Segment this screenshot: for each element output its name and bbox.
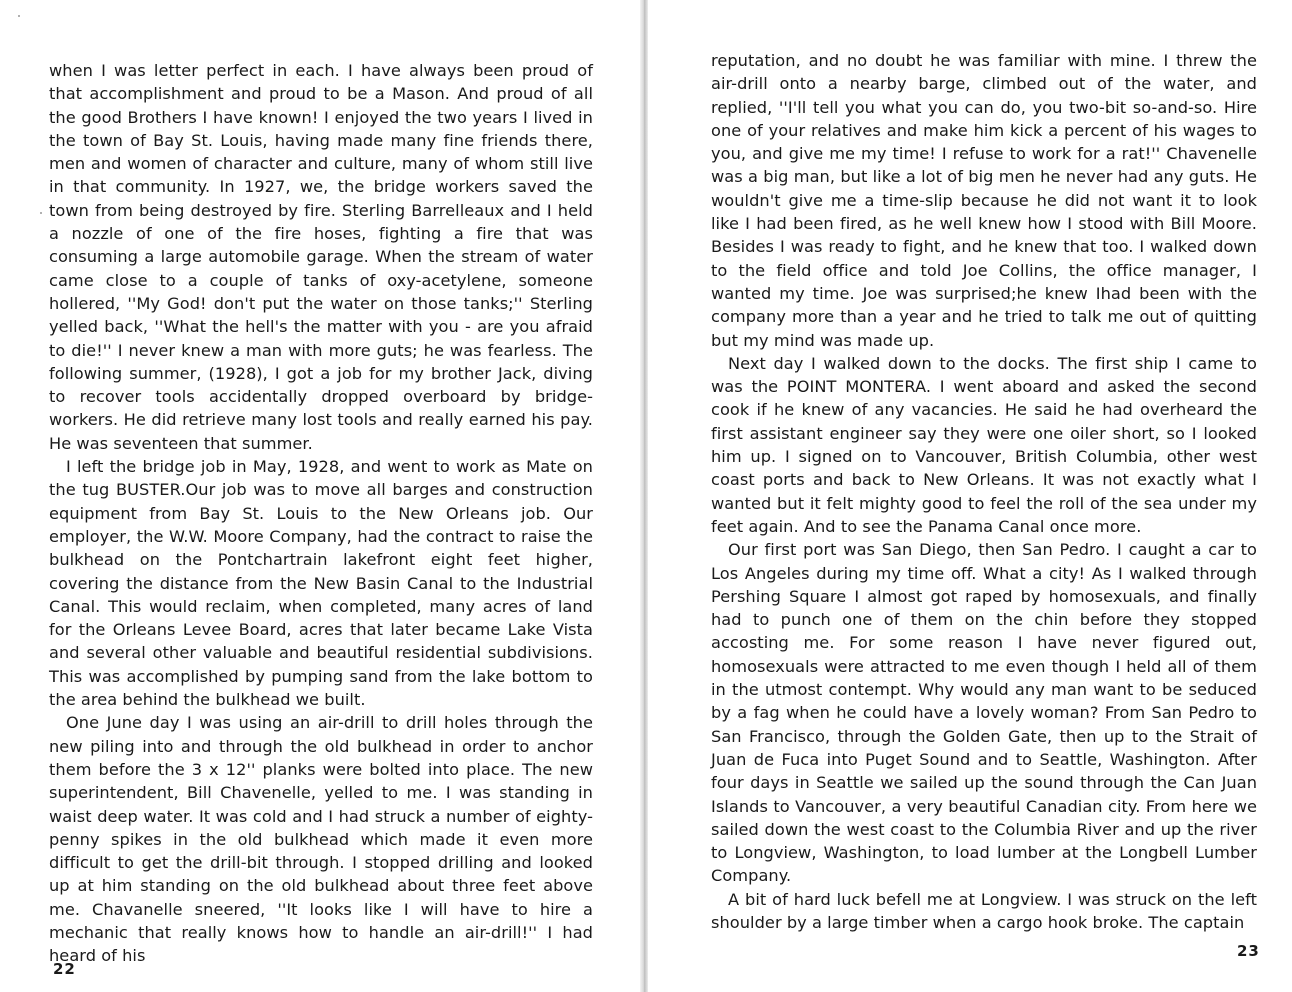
right-page xyxy=(648,0,1292,992)
right-page-body xyxy=(711,49,1257,934)
left-page xyxy=(0,0,640,992)
right-page-number: 23 xyxy=(1237,942,1260,960)
paper-speck xyxy=(18,15,20,17)
paper-speck xyxy=(40,212,42,214)
right-paragraph-4: A bit of hard luck befell me at Longview. I was struck on the left shoulder by a large timber when a cargo hook broke. The captain xyxy=(711,889,1257,932)
left-page-number: 22 xyxy=(53,960,76,978)
left-paragraph-3: One June day I was using an air-drill to drill holes through the new piling into and through the old bulkhead in order to anchor them before the 3 x 12'' planks were bolted into place. The new superintendent, Bill Chavenelle, yelled to me. I was standing in waist deep water. It was cold and I had struck a number of eighty-penny spikes in the old bulkhead which made it even more difficult to get the drill-bit through. I stopped drilling and looked up at him standing on the old bulkhead about three feet above me. Chavanelle sneered, ''It looks like I will have to hire a mechanic that really knows how to handle an air-drill!'' I had heard of his xyxy=(49,713,593,966)
right-paragraph-1: reputation, and no doubt he was familiar with mine. I threw the air-drill onto a nearby barge, climbed out of the water, and replied, ''I'll tell you what you can do, you two-bit so-and-so. Hire one of your relatives and make him kick a percent of his wages to you, and give me my time! I refuse to work for a rat!'' Chavenelle was a big man, but like a lot of big men he never had any guts. He wouldn't give me a time-slip because he did not want it to look like I had been fired, as he well knew how I stood with Bill Moore. Besides I was ready to fight, and he knew that too. I walked down to the field office and told Joe Collins, the office manager, I wanted my time. Joe was surprised;he knew Ihad been with the company more than a year and he tried to talk me out of quitting but my mind was made up. xyxy=(711,51,1257,350)
left-paragraph-1: when I was letter perfect in each. I have always been proud of that accomplishment and proud to be a Mason. And proud of all the good Brothers I have known! I enjoyed the two years I lived in the town of Bay St. Louis, having made many fine friends there, men and women of character and culture, many of whom still live in that community. In 1927, we, the bridge workers saved the town from being destroyed by fire. Sterling Barrelleaux and I held a nozzle of one of the fire hoses, fighting a fire that was consuming a large automobile garage. When the stream of water came close to a couple of tanks of oxy-acetylene, someone hollered, ''My God! don't put the water on those tanks;'' Sterling yelled back, ''What the hell's the matter with you - are you afraid to die!'' I never knew a man with more guts; he was fearless. The following summer, (1928), I got a job for my brother Jack, diving to recover tools accidentally dropped overboard by bridge-workers. He did retrieve many lost tools and really earned his pay. He was seventeen that summer. xyxy=(49,61,593,453)
left-paragraph-2: I left the bridge job in May, 1928, and went to work as Mate on the tug BUSTER.Our job was to move all barges and construction equipment from Bay St. Louis to the New Orleans job. Our employer, the W.W. Moore Company, had the contract to raise the bulkhead on the Pontchartrain lakefront eight feet higher, covering the distance from the New Basin Canal to the Industrial Canal. This would reclaim, when completed, many acres of land for the Orleans Levee Board, acres that later became Lake Vista and several other valuable and beautiful residential subdivisions. This was accomplished by pumping sand from the lake bottom to the area behind the bulkhead we built. xyxy=(49,457,593,710)
book-gutter xyxy=(640,0,648,992)
right-paragraph-2: Next day I walked down to the docks. The first ship I came to was the POINT MONTERA. I went aboard and asked the second cook if he knew of any vacancies. He said he had overheard the first assistant engineer say they were one oiler short, so I looked him up. I signed on to Vancouver, British Columbia, other west coast ports and back to New Orleans. It was not exactly what I wanted but it felt mighty good to feel the roll of the sea under my feet again. And to see the Panama Canal once more. xyxy=(711,353,1257,536)
right-paragraph-3: Our first port was San Diego, then San Pedro. I caught a car to Los Angeles during my time off. What a city! As I walked through Pershing Square I almost got raped by homosexuals, and finally had to punch one of them on the chin before they stopped accosting me. For some reason I have never figured out, homosexuals were attracted to me even though I held all of them in the utmost contempt. Why would any man want to be seduced by a fag when he could have a lovely woman? From San Pedro to San Francisco, through the Golden Gate, then up to the Strait of Juan de Fuca into Puget Sound and to Seattle, Washington. After four days in Seattle we sailed up the sound through the Can Juan Islands to Vancouver, a very beautiful Canadian city. From here we sailed down the west coast to the Columbia River and up the river to Longview, Washington, to load lumber at the Longbell Lumber Company. xyxy=(711,540,1257,886)
left-page-body xyxy=(49,59,593,968)
